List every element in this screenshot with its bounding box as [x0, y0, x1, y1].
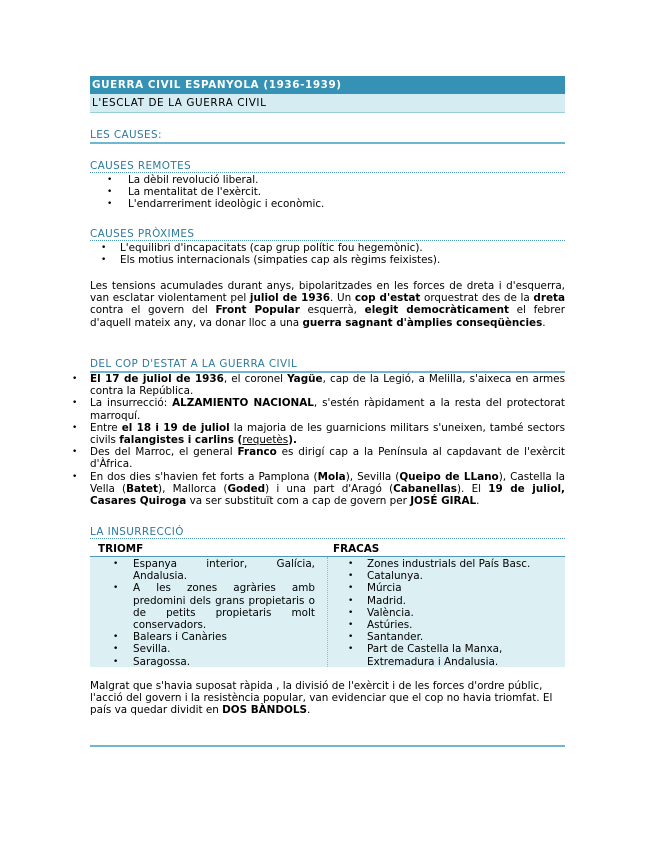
document-subtitle: L'ESCLAT DE LA GUERRA CIVIL — [90, 94, 565, 113]
list-item: • Múrcia — [348, 582, 402, 595]
list-item: • El 17 de juliol de 1936, el coronel Yagüe, cap de la Legió, a Melilla, s'aixeca en armes contra la República. — [72, 373, 565, 398]
insurrection-table-header — [90, 544, 565, 557]
triumph-list — [90, 558, 315, 668]
list-item: • A les zones agràries amb predomini dels grans propietaris o de petits propietaris molt conservadors. — [113, 582, 315, 632]
list-item: • Des del Marroc, el general Franco es dirigí cap a la Península al capdavant de l'exèrcit d'Àfrica. — [72, 446, 565, 471]
failure-column-header: FRACAS — [333, 543, 380, 555]
list-item: • La insurrecció: ALZAMIENTO NACIONAL, s'estén ràpidament a la resta del protectorat marroquí. — [72, 397, 565, 422]
tensions-paragraph: Les tensions acumulades durant anys, bipolaritzades en les forces de dreta i d'esquerra, van esclatar violentament pel juliol de 1936. Un cop d'estat orquestrat des de la dreta contra el govern del Front Popular esquerrà, elegit democràticament el febrer d'aquell mateix any, va donar lloc a una guerra sagnant d'àmplies conseqüències. — [90, 280, 565, 329]
failure-list — [327, 558, 565, 668]
remote-causes-list — [90, 174, 565, 211]
list-item: • La mentalitat de l'exèrcit. — [107, 186, 262, 199]
coup-list — [72, 373, 565, 508]
list-item: • Entre el 18 i 19 de juliol la majoria de les guarnicions militars s'uneixen, també sectors civils falangistes i carlins (requetès). — [72, 421, 565, 447]
conclusion-paragraph: Malgrat que s'havia suposat ràpida , la divisió de l'exèrcit i de les forces d'ordre públic, l'acció del govern i la resistència popular, van evidenciar que el cop no havia triomfat. El país va quedar dividit en DOS BÀNDOLS. — [90, 680, 553, 717]
list-item: • Astúries. — [348, 619, 413, 632]
list-item: • Espanya interior, Galícia, Andalusia. — [113, 558, 315, 583]
list-item: • Els motius internacionals (simpaties cap als règims feixistes). — [101, 254, 441, 267]
list-item: • Saragossa. — [113, 655, 191, 668]
remote-causes-heading: CAUSES REMOTES — [90, 160, 565, 173]
insurrection-heading: LA INSURRECCIÓ — [90, 526, 565, 539]
list-item: • Madrid. — [348, 594, 406, 607]
coup-heading: DEL COP D'ESTAT A LA GUERRA CIVIL — [90, 358, 565, 373]
list-item: • Part de Castella la Manxa, Extremadura i Andalusia. — [348, 643, 503, 668]
near-causes-heading: CAUSES PRÒXIMES — [90, 228, 565, 241]
list-item: • L'endarreriment ideològic i econòmic. — [107, 198, 325, 211]
triumph-column-header: TRIOMF — [98, 543, 144, 555]
near-causes-list — [90, 242, 565, 266]
list-item: • Santander. — [348, 631, 424, 644]
list-item: • Catalunya. — [348, 570, 423, 583]
bottom-divider — [90, 745, 565, 747]
document-title: GUERRA CIVIL ESPANYOLA (1936-1939) — [90, 76, 565, 94]
list-item: • Sevilla. — [113, 643, 171, 656]
list-item: • València. — [348, 606, 414, 619]
list-item: • La dèbil revolució liberal. — [107, 174, 259, 186]
list-item: • L'equilibri d'incapacitats (cap grup polític fou hegemònic). — [101, 242, 423, 254]
list-item: • En dos dies s'havien fet forts a Pamplona (Mola), Sevilla (Queipo de LLano), Castella la Vella (Batet), Mallorca (Goded) i una part d'Aragó (Cabanellas). El 19 de juliol, Casares Quiroga va ser substituït com a cap de govern per JOSÉ GIRAL. — [72, 470, 565, 508]
list-item: • Zones industrials del País Basc. — [348, 558, 531, 570]
causes-heading: LES CAUSES: — [90, 129, 565, 144]
list-item: • Balears i Canàries — [113, 631, 227, 644]
insurrection-table — [90, 557, 565, 667]
